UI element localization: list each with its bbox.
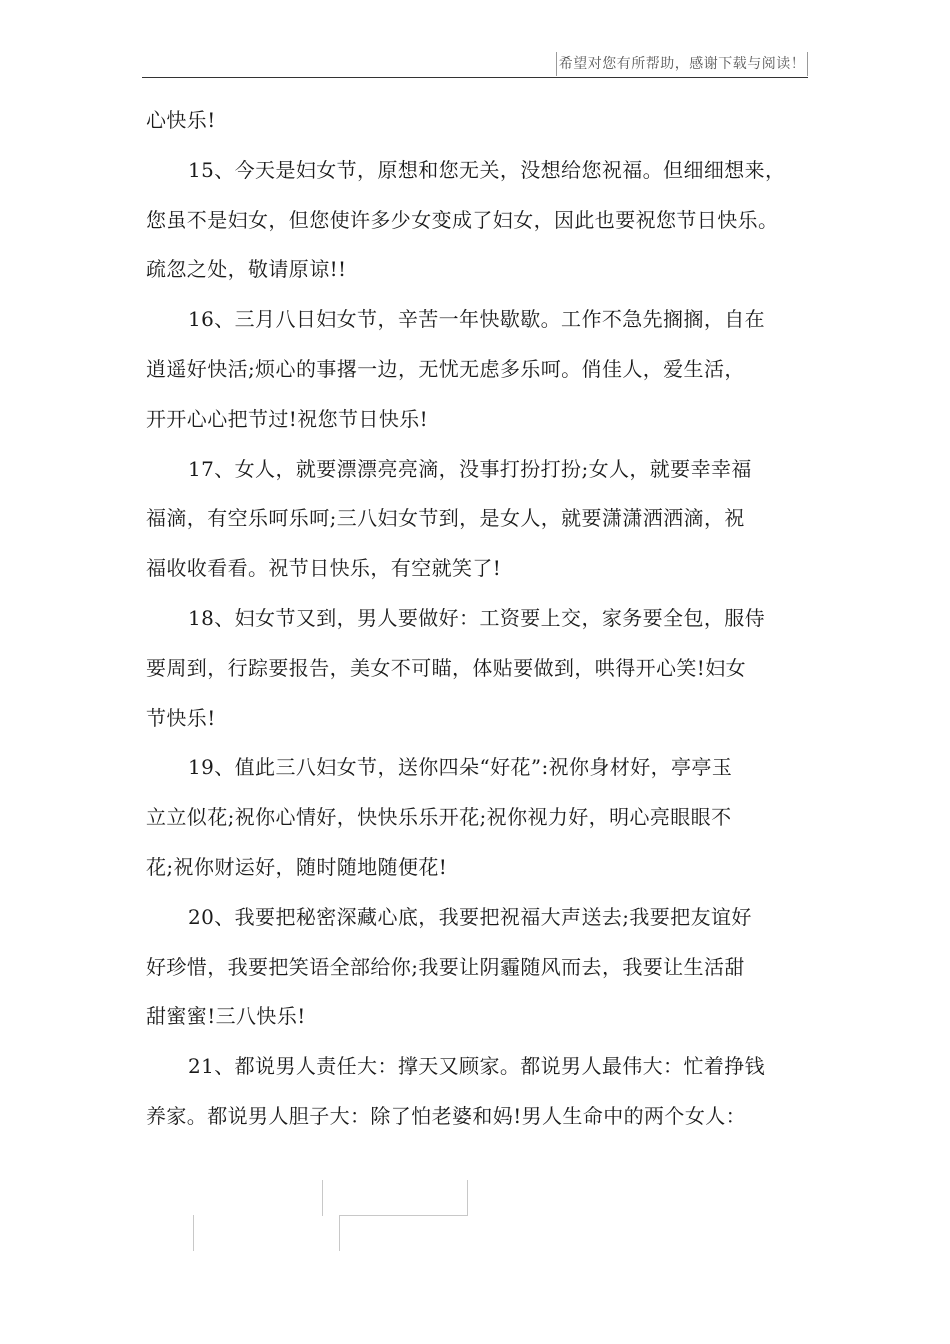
text-line: 19、值此三八妇女节，送你四朵“好花”:祝你身材好，亭亭玉 (188, 755, 733, 780)
text-line: 要周到，行踪要报告，美女不可瞄，体贴要做到，哄得开心笑!妇女 (146, 655, 747, 680)
text-line: 16、三月八日妇女节，辛苦一年快歇歇。工作不急先搁搁，自在 (188, 307, 766, 332)
text-line: 18、妇女节又到，男人要做好：工资要上交，家务要全包，服侍 (188, 605, 766, 630)
text-line: 甜蜜蜜!三八快乐! (146, 1004, 306, 1029)
text-line: 福滴，有空乐呵乐呵;三八妇女节到，是女人，就要潇潇洒洒滴，祝 (146, 506, 745, 531)
text-line: 养家。都说男人胆子大：除了怕老婆和妈!男人生命中的两个女人： (146, 1103, 747, 1128)
decor-line (467, 1180, 468, 1216)
body-text (146, 96, 818, 1142)
header-rule (142, 77, 808, 78)
text-line: 您虽不是妇女，但您使许多少女变成了妇女，因此也要祝您节日快乐。 (146, 207, 779, 232)
text-line: 17、女人，就要漂漂亮亮滴，没事打扮打扮;女人，就要幸幸福 (188, 456, 752, 481)
text-line: 立立似花;祝你心情好，快快乐乐开花;祝你视力好，明心亮眼眼不 (146, 805, 732, 830)
text-line: 花;祝你财运好，随时随地随便花! (146, 854, 448, 879)
header-note: 希望对您有所帮助，感谢下载与阅读！ (556, 52, 808, 76)
text-line: 疏忽之处，敬请原谅!! (146, 257, 347, 282)
text-line: 心快乐! (146, 108, 216, 132)
text-line: 节快乐! (146, 705, 216, 730)
decor-line (339, 1215, 340, 1251)
text-line: 20、我要把秘密深藏心底，我要把祝福大声送去;我要把友谊好 (188, 904, 752, 929)
text-line: 开开心心把节过!祝您节日快乐! (146, 406, 429, 431)
decor-line (322, 1180, 323, 1216)
text-line: 21、都说男人责任大：撑天又顾家。都说男人最伟大：忙着挣钱 (188, 1054, 766, 1079)
decor-line (339, 1215, 468, 1216)
text-line: 好珍惜，我要把笑语全部给你;我要让阴霾随风而去，我要让生活甜 (146, 954, 745, 979)
text-line: 15、今天是妇女节，原想和您无关，没想给您祝福。但细细想来， (188, 157, 786, 182)
text-line: 逍遥好快活;烦心的事撂一边，无忧无虑多乐呵。俏佳人，爱生活， (146, 356, 745, 381)
decor-line (193, 1215, 194, 1251)
text-line: 福收收看看。祝节日快乐，有空就笑了! (146, 556, 502, 581)
